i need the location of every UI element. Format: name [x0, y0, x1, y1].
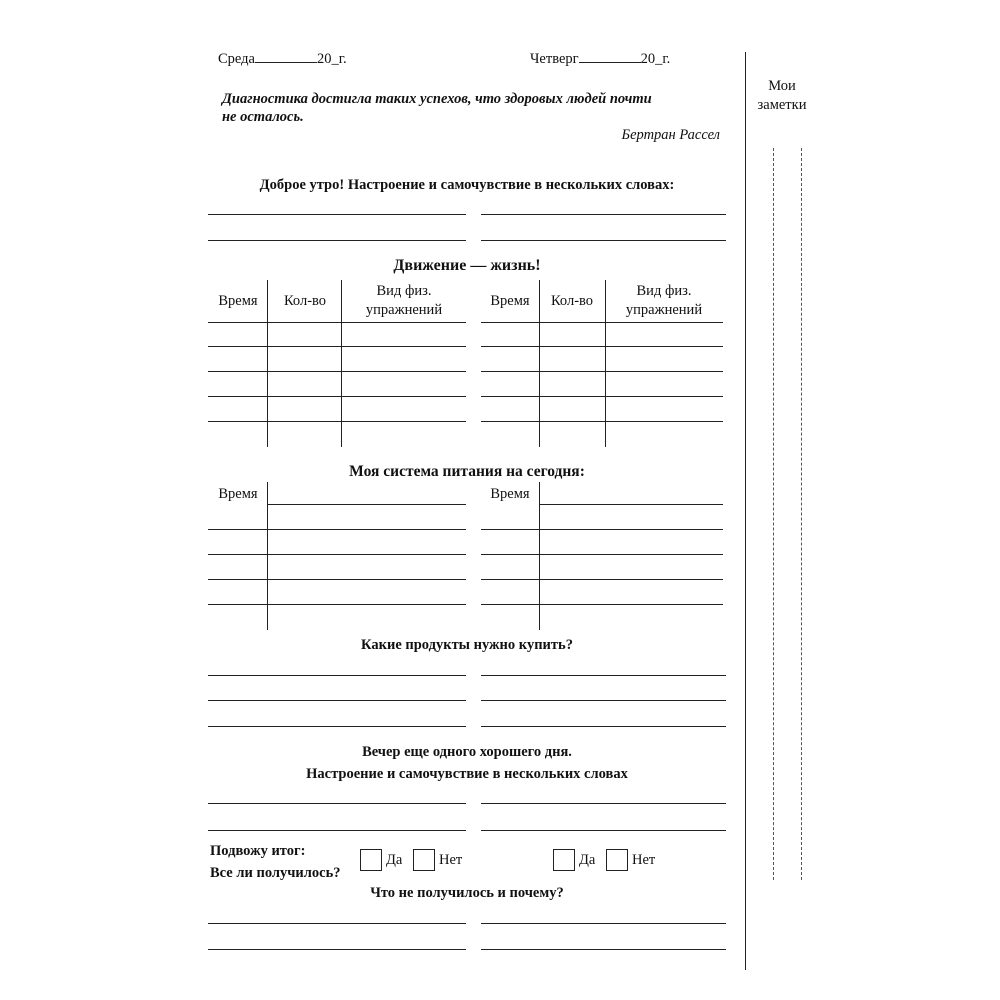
- food-row-line[interactable]: [481, 554, 723, 555]
- summary-line[interactable]: [481, 923, 726, 924]
- summary-question: Что не получилось и почему?: [370, 885, 564, 901]
- notes-title: Мои заметки: [757, 78, 807, 113]
- shopping-line[interactable]: [208, 726, 466, 727]
- evening-title: Вечер еще одного хорошего дня. Настроение и самочувствие в нескольких словах: [306, 744, 628, 782]
- food-row-line[interactable]: [540, 504, 723, 505]
- exercise-col-time: Время: [218, 293, 258, 309]
- food-row-line[interactable]: [208, 579, 466, 580]
- summary-line[interactable]: [208, 923, 466, 924]
- food-row-line[interactable]: [481, 604, 723, 605]
- notes-divider: [745, 52, 746, 970]
- exercise-row-line[interactable]: [208, 346, 466, 347]
- exercise-col-type: Вид физ. упражнений: [625, 283, 703, 318]
- evening-line[interactable]: [208, 830, 466, 831]
- exercise-row-line[interactable]: [481, 421, 723, 422]
- day2-yes-checkbox[interactable]: [553, 849, 575, 871]
- notes-dashed-line-right: [801, 148, 802, 880]
- exercise-row-line[interactable]: [208, 371, 466, 372]
- morning-line[interactable]: [481, 214, 726, 215]
- shopping-line[interactable]: [208, 700, 466, 701]
- exercise-row-line[interactable]: [481, 346, 723, 347]
- food-row-line[interactable]: [208, 554, 466, 555]
- food-col-time: Время: [218, 486, 258, 502]
- exercise-row-line[interactable]: [481, 371, 723, 372]
- day2-label: Четверг 20_г.: [530, 51, 671, 67]
- food-title: Моя система питания на сегодня:: [349, 463, 585, 480]
- food-row-line[interactable]: [268, 504, 466, 505]
- food-row-line[interactable]: [481, 579, 723, 580]
- exercise-row-line[interactable]: [208, 421, 466, 422]
- summary-line[interactable]: [208, 949, 466, 950]
- shopping-line[interactable]: [208, 675, 466, 676]
- exercise-row-line[interactable]: [481, 322, 723, 323]
- shopping-line[interactable]: [481, 675, 726, 676]
- day2-no-checkbox[interactable]: [606, 849, 628, 871]
- day1-yes-checkbox[interactable]: [360, 849, 382, 871]
- quote-author: Бертран Рассел: [621, 127, 720, 143]
- day1-yes-label: Да: [386, 852, 403, 868]
- day2-no-label: Нет: [632, 852, 656, 868]
- food-row-line[interactable]: [208, 529, 466, 530]
- exercise-row-line[interactable]: [208, 322, 466, 323]
- day1-label: Среда 20_г.: [218, 51, 347, 67]
- day1-no-checkbox[interactable]: [413, 849, 435, 871]
- shopping-line[interactable]: [481, 700, 726, 701]
- summary-line[interactable]: [481, 949, 726, 950]
- food-col-time: Время: [490, 486, 530, 502]
- quote-text: Диагностика достигла таких успехов, что здоровых людей почти не осталось.: [222, 91, 652, 125]
- morning-title: Доброе утро! Настроение и самочувствие в нескольких словах:: [259, 177, 675, 193]
- evening-line[interactable]: [208, 803, 466, 804]
- notes-dashed-line-left: [773, 148, 774, 880]
- day1-no-label: Нет: [439, 852, 463, 868]
- exercise-row-line[interactable]: [208, 396, 466, 397]
- shopping-line[interactable]: [481, 726, 726, 727]
- food-row-line[interactable]: [208, 604, 466, 605]
- exercise-col-type: Вид физ. упражнений: [365, 283, 443, 318]
- summary-label: Подвожу итог: Все ли получилось?: [210, 843, 341, 881]
- food-row-line[interactable]: [481, 529, 723, 530]
- evening-line[interactable]: [481, 830, 726, 831]
- exercise-col-qty: Кол-во: [283, 293, 327, 309]
- morning-line[interactable]: [208, 214, 466, 215]
- evening-line[interactable]: [481, 803, 726, 804]
- exercise-row-line[interactable]: [481, 396, 723, 397]
- exercise-col-time: Время: [490, 293, 530, 309]
- shopping-title: Какие продукты нужно купить?: [361, 637, 573, 653]
- morning-line[interactable]: [481, 240, 726, 241]
- morning-line[interactable]: [208, 240, 466, 241]
- exercise-title: Движение — жизнь!: [393, 257, 541, 274]
- exercise-col-qty: Кол-во: [550, 293, 594, 309]
- day2-yes-label: Да: [579, 852, 596, 868]
